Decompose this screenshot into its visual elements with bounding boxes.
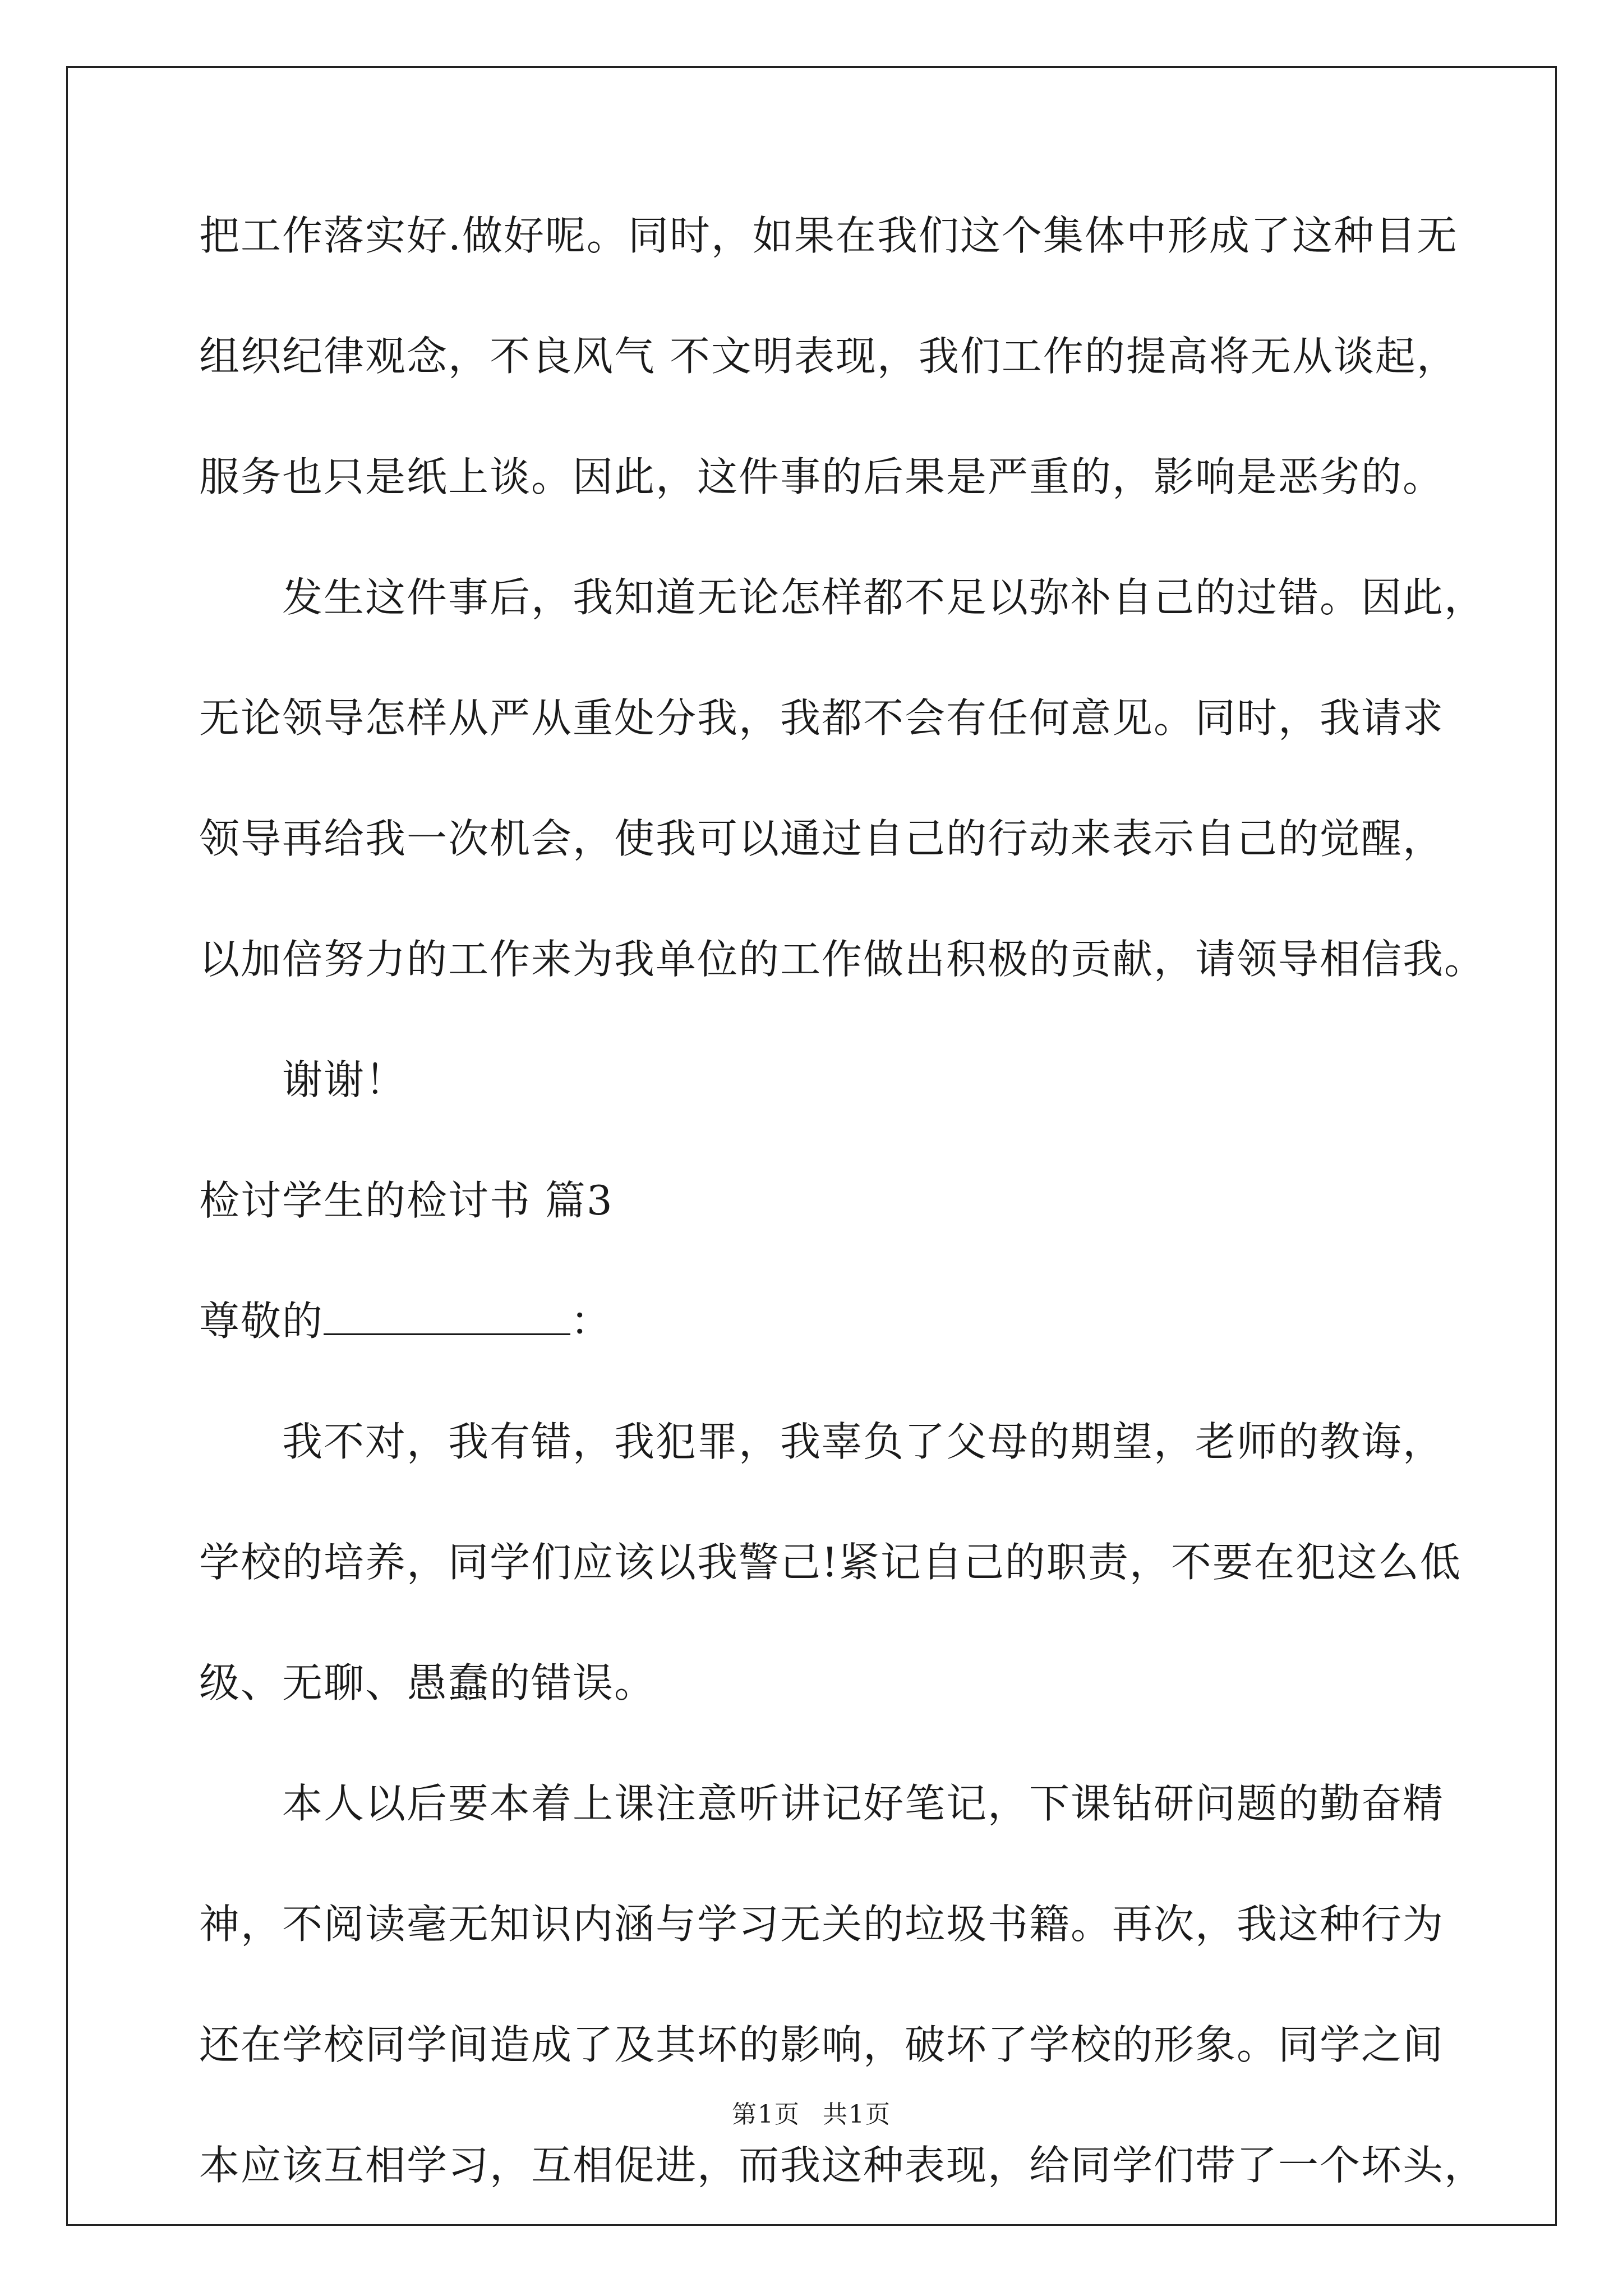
paragraph-line: 组织纪律观念，不良风气 不文明表现，我们工作的提高将无从谈起， xyxy=(199,333,1458,380)
paragraph-line: 级、无聊、愚蠢的错误。 xyxy=(199,1659,656,1706)
page-total: 共1页 xyxy=(823,2100,891,2129)
paragraph-line: 以加倍努力的工作来为我单位的工作做出积极的贡献，请领导相信我。 xyxy=(199,936,1486,983)
paragraph-line: 本应该互相学习，互相促进，而我这种表现，给同学们带了一个坏头， xyxy=(199,2142,1486,2189)
salutation-prefix: 尊敬的 xyxy=(199,1297,324,1345)
paragraph-line: 领导再给我一次机会，使我可以通过自己的行动来表示自己的觉醒， xyxy=(199,815,1445,862)
page-number: 第1页 xyxy=(732,2100,800,2129)
paragraph-line: 服务也只是纸上谈。因此，这件事的后果是严重的，影响是恶劣的。 xyxy=(199,453,1445,500)
paragraph-line: 神，不阅读毫无知识内涵与学习无关的垃圾书籍。再次，我这种行为 xyxy=(199,1901,1445,1948)
paragraph-line: 把工作落实好.做好呢。同时，如果在我们这个集体中形成了这种目无 xyxy=(199,212,1458,259)
paragraph-line: 还在学校同学间造成了及其坏的影响，破坏了学校的形象。同学之间 xyxy=(199,2021,1445,2068)
section-heading: 检讨学生的检讨书 篇3 xyxy=(199,1177,614,1224)
paragraph-line: 我不对，我有错，我犯罪，我辜负了父母的期望，老师的教诲， xyxy=(282,1418,1445,1465)
paragraph-line: 本人以后要本着上课注意听讲记好笔记，下课钻研问题的勤奋精 xyxy=(282,1780,1445,1827)
thanks-line: 谢谢！ xyxy=(282,1056,407,1103)
paragraph-line: 发生这件事后，我知道无论怎样都不足以弥补自己的过错。因此， xyxy=(282,574,1486,621)
salutation-line xyxy=(199,1293,1427,1349)
page-footer xyxy=(0,2098,1623,2132)
paragraph-line: 无论领导怎样从严从重处分我，我都不会有任何意见。同时，我请求 xyxy=(199,694,1445,742)
document-body xyxy=(199,208,1486,2258)
paragraph-line: 学校的培养，同学们应该以我警己!紧记自己的职责，不要在犯这么低 xyxy=(199,1539,1461,1586)
salutation-suffix: ： xyxy=(570,1297,612,1345)
salutation-blank xyxy=(324,1294,570,1335)
